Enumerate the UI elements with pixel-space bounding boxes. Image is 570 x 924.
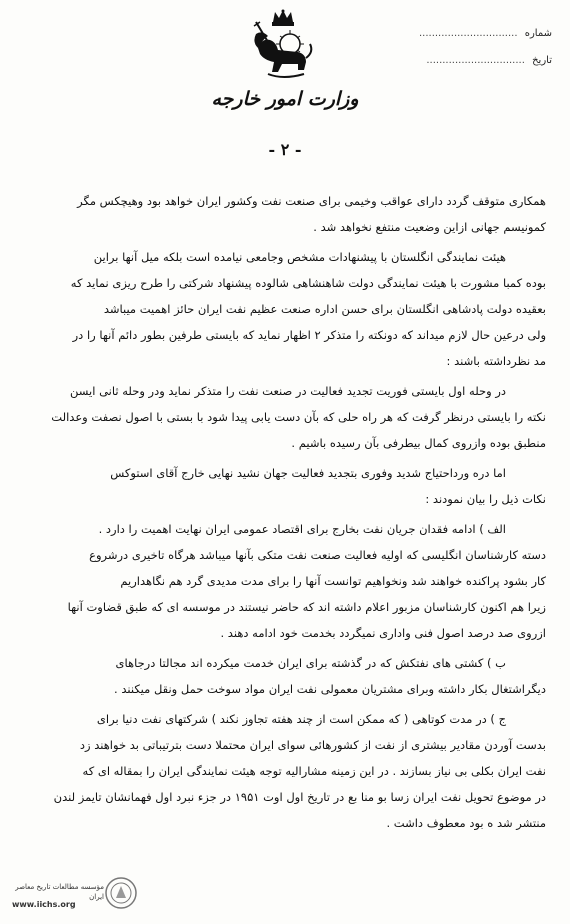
paragraph [28, 460, 546, 512]
text-line: ازروی صد درصد اصول فنی واداری نمیگردد بخدمت خود ادامه دهند . [220, 626, 546, 640]
text-line: الف ) ادامه فقدان جریان نفت بخارج برای اقتصاد عمومی ایران نهایت اهمیت را دارد . [98, 522, 506, 536]
text-line: زیرا هم اکنون کارشناسان مزبور اعلام داشته اند که حاضر نیستند در موسسه ای که طبق قضاوت آنها [67, 600, 546, 614]
paragraph [28, 516, 546, 646]
text-line: منطبق بوده وازروی کمال بیطرفی بآن رسیده باشیم . [291, 436, 546, 450]
date-field [426, 55, 552, 66]
text-line: کمونیسم جهانی ازاین وضعیت منتفع نخواهد شد . [313, 220, 546, 234]
lion-and-sun-emblem-icon [248, 8, 318, 88]
text-line: منتشر شد ه بود معطوف داشت . [386, 816, 546, 830]
text-line: اما دره ورداحتیاج شدید وفوری بتجدید فعالیت جهان نشید نهایی خارج آقای استوکس [110, 466, 506, 480]
text-line: در موضوع تحویل نفت ایران زسا بو منا بع در تاریخ اول اوت ۱۹۵۱ در جزء نبرد اول فهمانشان تایمز لندن [53, 790, 546, 804]
text-line: دیگراشتغال بکار داشته وبرای مشتریان معمولی نفت ایران مواد سوخت حمل ونقل میکنند . [114, 682, 546, 696]
text-line: در وحله اول بایستی فوریت تجدید فعالیت در صنعت نفت را متذکر نماید ودر وحله ثانی ایسن [70, 384, 506, 398]
institute-name: مؤسسه مطالعات تاریخ معاصر ایران [15, 883, 104, 901]
paragraph [28, 706, 546, 836]
ministry-title: وزارت امور خارجه [211, 88, 359, 110]
text-line: بوده کمبا مشورت با هیئت نمایندگی دولت شاهنشاهی شالوده پیشنهاد شرکتی را طرح ریزی نماید که [70, 276, 546, 290]
number-field [419, 28, 552, 39]
text-line: همکاری متوقف گردد دارای عواقب وخیمی برای صنعت نفت وکشور ایران خواهد بود وهیچکس مگر [77, 194, 546, 208]
text-line: مد نظرداشته باشند : [446, 354, 546, 368]
paragraph [28, 650, 546, 702]
letter-body [28, 188, 546, 840]
archive-watermark [12, 876, 142, 916]
text-line: ولی درعین حال لازم میداند که دونکته را متذکر ۲ اظهار نماید که بایستی طرفین بطور دائم آنها را در [72, 328, 546, 342]
institute-url: www.iichs.org [12, 900, 76, 909]
text-line: ب ) کشتی های نفتکش که در گذشته برای ایران خدمت میکرده اند مجالتا درجاهای [115, 656, 506, 670]
text-line: بدست آوردن مقادیر بیشتری از نفت از کشورهائی سوای ایران محتملا دست بترتیباتی بد خواهند زد [79, 738, 546, 752]
text-line: هیئت نمایندگی انگلستان با پیشنهادات مشخص وجامعی نیامده است بلکه میل آنها براین [93, 250, 506, 264]
number-dots: ............................... [418, 28, 518, 39]
text-line: کار بشود پراکنده خواهند شد ونخواهیم توانست آنها را برای مدت مدیدی گرد هم نگاهداریم [120, 574, 546, 588]
paragraph [28, 378, 546, 456]
date-label: تاریخ [532, 55, 552, 66]
text-line: ج ) در مدت کوتاهی ( که ممکن است از چند هفته تجاوز نکند ) شرکتهای نفت دنیا برای [96, 712, 506, 726]
page-number: - ۲ - [268, 140, 302, 159]
text-line: نفت ایران بکلی بی نیاز بسازند . در این زمینه مشارالیه توجه هیئت نمایندگی ایران را بمقاله ای که [82, 764, 546, 778]
number-label: شماره [524, 28, 552, 39]
text-line: دسته کارشناسان انگلیسی که اولیه فعالیت صنعت نفت متکی بآنها میباشد هرگاه تاخیری درشروع [89, 548, 546, 562]
paragraph [28, 188, 546, 240]
paragraph [28, 244, 546, 374]
text-line: بعقیده دولت پادشاهی انگلستان برای حسن اداره صنعت عظیم نفت ایران حائز اهمیت میباشد [103, 302, 546, 316]
date-dots: ............................... [426, 55, 525, 66]
text-line: نکته را بایستی درنظر گرفت که هر راه حلی که بآن دست یابی پیدا شود با بستی با اصول نصفت وعدالت [51, 410, 546, 424]
text-line: نکات ذیل را بیان نمودند : [425, 492, 546, 506]
